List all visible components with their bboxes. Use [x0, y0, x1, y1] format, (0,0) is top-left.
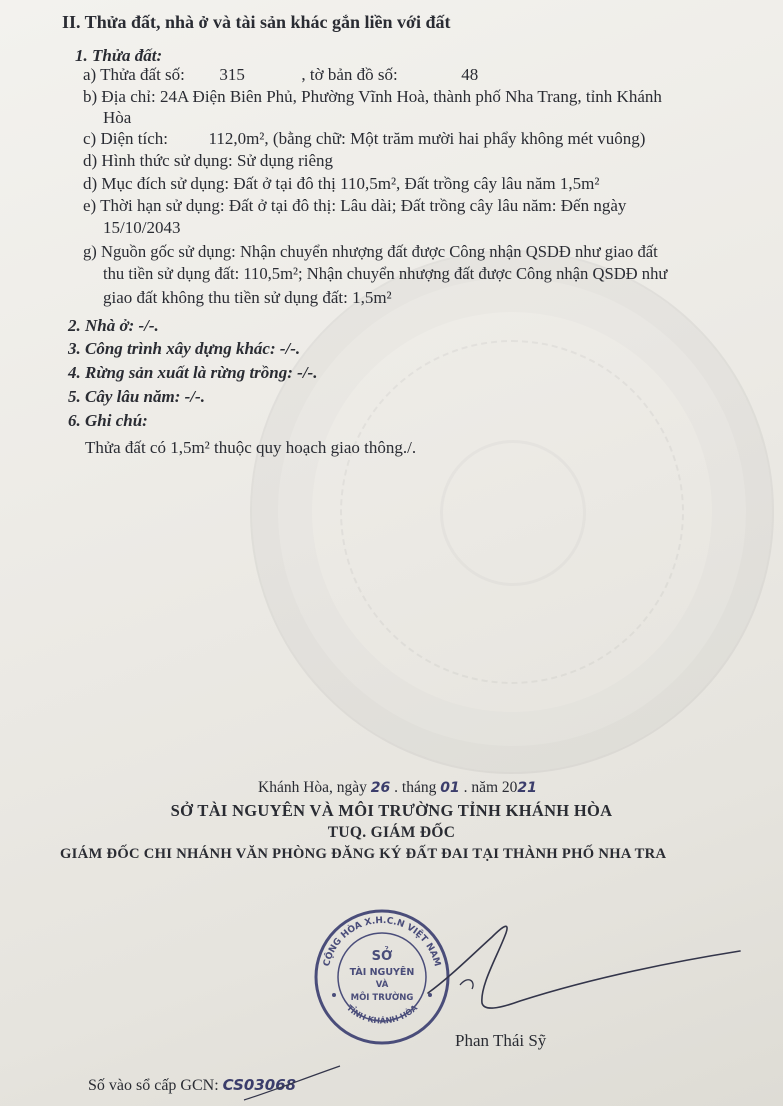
- parcel-number: 315: [219, 65, 245, 84]
- usage-term-line-2: 15/10/2043: [103, 218, 181, 237]
- signer-name: Phan Thái Sỹ: [455, 1031, 547, 1050]
- area-row: [83, 128, 645, 150]
- year-label: . năm 20: [463, 779, 518, 796]
- branch-title: GIÁM ĐỐC CHI NHÁNH VĂN PHÒNG ĐĂNG KÝ ĐẤT ĐAI TẠI THÀNH PHỐ NHA TRA: [60, 846, 667, 862]
- authorization: TUQ. GIÁM ĐỐC: [327, 824, 456, 841]
- land-heading: 1. Thửa đất:: [75, 46, 163, 65]
- usage-term-line-1: e) Thời hạn sử dụng: Đất ở tại đô thị: Lâu dài; Đất trồng cây lâu năm: Đến ngày: [83, 196, 627, 215]
- forest-item: 4. Rừng sản xuất là rừng trồng: -/-.: [68, 363, 318, 382]
- section-title: II. Thửa đất, nhà ở và tài sản khác gắn liền với đất: [62, 12, 451, 32]
- month-label: tháng: [401, 779, 437, 796]
- address-line-2: Hòa: [103, 108, 132, 127]
- svg-text:CỘNG HÒA X.H.C.N VIỆT NAM: CỘNG HÒA X.H.C.N VIỆT NAM: [322, 915, 442, 968]
- usage-form: d) Hình thức sử dụng: Sử dụng riêng: [83, 151, 334, 170]
- place-date-prefix: Khánh Hòa, ngày: [258, 779, 367, 796]
- address-line-1: b) Địa chỉ: 24A Điện Biên Phủ, Phường Vĩnh Hoà, thành phố Nha Trang, tỉnh Khánh: [83, 87, 662, 106]
- area-label: c) Diện tích:: [83, 129, 168, 148]
- house-item: 2. Nhà ở: -/-.: [68, 316, 159, 335]
- date-month: 01: [440, 780, 460, 796]
- area-value: 112,0m², (bằng chữ: Một trăm mười hai phẩy không mét vuông): [208, 129, 646, 148]
- date-year: 21: [517, 780, 537, 796]
- signature-scribble: [420, 915, 750, 1030]
- map-sheet-label: , tờ bản đồ số:: [301, 65, 398, 84]
- svg-text:VÀ: VÀ: [375, 980, 389, 990]
- svg-text:TỈNH KHÁNH HÒA: TỈNH KHÁNH HÒA: [344, 1003, 420, 1026]
- svg-text:TÀI NGUYÊN: TÀI NGUYÊN: [349, 967, 415, 978]
- svg-text:MÔI TRƯỜNG: MÔI TRƯỜNG: [350, 993, 414, 1003]
- date-day: 26: [370, 780, 391, 796]
- registry-underline-mark: [240, 1062, 350, 1106]
- usage-purpose: d) Mục đích sử dụng: Đất ở tại đô thị 110,5m², Đất trồng cây lâu năm 1,5m²: [83, 174, 600, 193]
- map-sheet-number: 48: [461, 65, 479, 84]
- registry-label: Số vào sổ cấp GCN:: [88, 1077, 219, 1094]
- svg-text:SỞ: SỞ: [371, 949, 393, 964]
- place-date: Khánh Hòa, ngày 26 . tháng 01 . năm 2021: [258, 779, 537, 796]
- watermark-center: [440, 440, 586, 586]
- origin-line-1: g) Nguồn gốc sử dụng: Nhận chuyển nhượng đất được Công nhận QSDĐ như giao đất: [83, 242, 658, 261]
- notes-text: Thửa đất có 1,5m² thuộc quy hoạch giao thông./.: [85, 438, 417, 457]
- department-name: SỞ TÀI NGUYÊN VÀ MÔI TRƯỜNG TỈNH KHÁNH HÒA: [170, 801, 613, 820]
- construction-item: 3. Công trình xây dựng khác: -/-.: [68, 339, 301, 358]
- parcel-number-label: a) Thửa đất số:: [83, 65, 185, 84]
- perennial-item: 5. Cây lâu năm: -/-.: [68, 387, 205, 406]
- origin-line-2: thu tiền sử dụng đất: 110,5m²; Nhận chuyển nhượng đất được Công nhận QSDĐ như: [103, 264, 668, 283]
- parcel-number-row: [83, 64, 478, 86]
- origin-line-3: giao đất không thu tiền sử dụng đất: 1,5m²: [103, 288, 392, 307]
- notes-heading: 6. Ghi chú:: [68, 411, 148, 430]
- registry-number: CS03068: [222, 1076, 297, 1094]
